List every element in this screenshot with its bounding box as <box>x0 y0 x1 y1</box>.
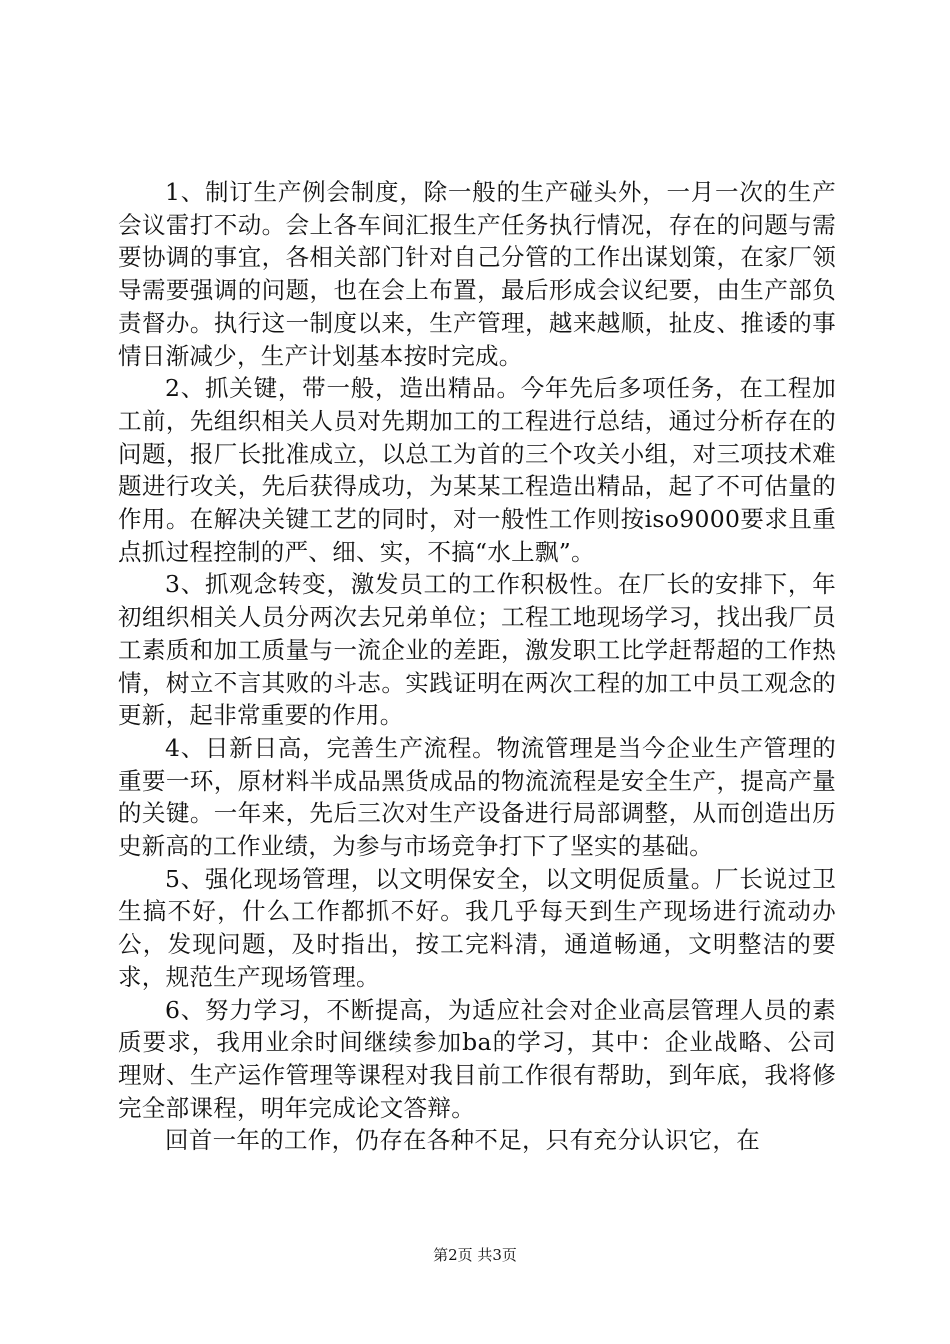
paragraph-1: 1、制订生产例会制度，除一般的生产碰头外，一月一次的生产会议雷打不动。会上各车间汇报生产任务执行情况，存在的问题与需要协调的事宜，各相关部门针对自己分管的工作出谋划策，在家厂领导需要强调的问题，也在会上布置，最后形成会议纪要，由生产部负责督办。执行这一制度以来，生产管理，越来越顺，扯皮、推诿的事情日渐减少，生产计划基本按时完成。 <box>118 178 836 370</box>
paragraph-2: 2、抓关键，带一般，造出精品。今年先后多项任务，在工程加工前，先组织相关人员对先期加工的工程进行总结，通过分析存在的问题，报厂长批准成立，以总工为首的三个攻关小组，对三项技术难题进行攻关，先后获得成功，为某某工程造出精品，起了不可估量的作用。在解决关键工艺的同时，对一般性工作则按iso9000要求且重点抓过程控制的严、细、实，不搞“水上飘”。 <box>118 374 836 566</box>
document-body <box>118 176 836 1157</box>
paragraph-4: 4、日新日高，完善生产流程。物流管理是当今企业生产管理的重要一环，原材料半成品黑货成品的物流流程是安全生产，提高产量的关键。一年来，先后三次对生产设备进行局部调整，从而创造出历史新高的工作业绩，为参与市场竞争打下了坚实的基础。 <box>118 733 836 861</box>
paragraph-5: 5、强化现场管理，以文明保安全，以文明促质量。厂长说过卫生搞不好，什么工作都抓不好。我几乎每天到生产现场进行流动办公，发现问题，及时指出，按工完料清，通道畅通，文明整洁的要求，规范生产现场管理。 <box>118 864 836 991</box>
paragraph-6: 6、努力学习，不断提高，为适应社会对企业高层管理人员的素质要求，我用业余时间继续参加ba的学习，其中：企业战略、公司理财、生产运作管理等课程对我目前工作很有帮助，到年底，我将修完全部课程，明年完成论文答辩。 <box>118 995 836 1122</box>
page-footer: 第2页 共3页 <box>433 1246 517 1264</box>
paragraph-3: 3、抓观念转变，激发员工的工作积极性。在厂长的安排下，年初组织相关人员分两次去兄弟单位；工程工地现场学习，找出我厂员工素质和加工质量与一流企业的差距，激发职工比学赶帮超的工作热情，树立不言其败的斗志。实践证明在两次工程的加工中员工观念的更新，起非常重要的作用。 <box>118 570 836 730</box>
paragraph-7: 回首一年的工作，仍存在各种不足，只有充分认识它，在 <box>165 1126 760 1155</box>
